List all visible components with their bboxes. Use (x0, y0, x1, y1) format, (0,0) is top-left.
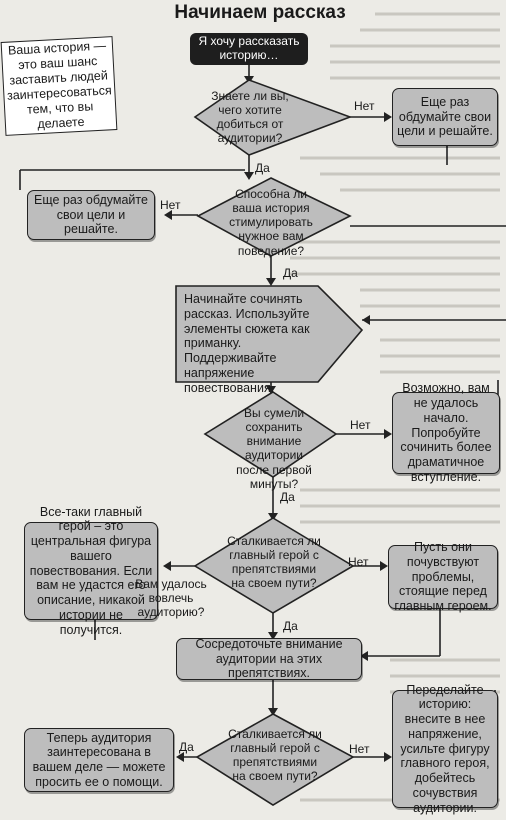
q3-text: Вы сумели сохранить внимание аудитории после первой минуты? (236, 406, 312, 491)
q4-no-box: Пусть они почувствуют проблемы, стоящие перед главным героем. (388, 545, 498, 609)
q1-text: Знаете ли вы, чего хотите добиться от аудитории? (211, 89, 289, 146)
step-write-text: Начинайте сочинять рассказ. Используйте элементы сюжета как приманку. Поддерживайте напряжение повествования. (184, 292, 310, 395)
q2-no-box: Еще раз обдумайте свои цели и решайте. (27, 190, 155, 240)
q4-text: Сталкивается ли главный герой с препятствиями на своем пути? (227, 534, 321, 591)
q2-yes-label: Да (283, 266, 298, 280)
q1-no-box: Еще раз обдумайте свои цели и решайте. (392, 88, 498, 146)
step-focus-box: Сосредоточьте внимание аудитории на этих препятствиях. (176, 638, 362, 680)
hero-box: Все-таки главный герой – это центральная фигура вашего повествования. Если вам не удастся его описание, никакой истории не получится. (24, 522, 158, 620)
q5-text: Сталкивается ли главный герой с препятствиями на своем пути? (228, 727, 322, 784)
q1-no-label: Нет (354, 99, 375, 113)
q5-no-label: Нет (349, 742, 370, 756)
page-title: Начинаем рассказ (174, 2, 346, 23)
q3-no-box: Возможно, вам не удалось начало. Попробуйте сочинить более драматичное вступление. (392, 392, 500, 474)
start-node: Я хочу рассказать историю… (190, 33, 308, 65)
q3-no-label: Нет (350, 418, 371, 432)
q5-yes-label: Да (179, 740, 194, 754)
q3-yes-label: Да (280, 490, 295, 504)
q5-yes-box: Теперь аудитория заинтересована в вашем деле — можете просить ее о помощи. (24, 728, 174, 792)
intro-note: Ваша история — это ваш шанс заставить людей заинтересоваться тем, что вы делаете (1, 36, 118, 136)
q5-no-box: Переделайте историю: внесите в нее напряжение, усильте фигуру главного героя, добейтесь сочувствия аудитории. (392, 690, 498, 808)
side-question: Вам удалось вовлечь аудиторию? (135, 577, 207, 619)
q4-yes-label: Да (283, 619, 298, 633)
q2-text: Способна ли ваша история стимулировать нужное вам поведение? (229, 187, 313, 258)
q4-no-label: Нет (348, 555, 369, 569)
q1-yes-label: Да (255, 161, 270, 175)
q2-no-label: Нет (160, 198, 181, 212)
